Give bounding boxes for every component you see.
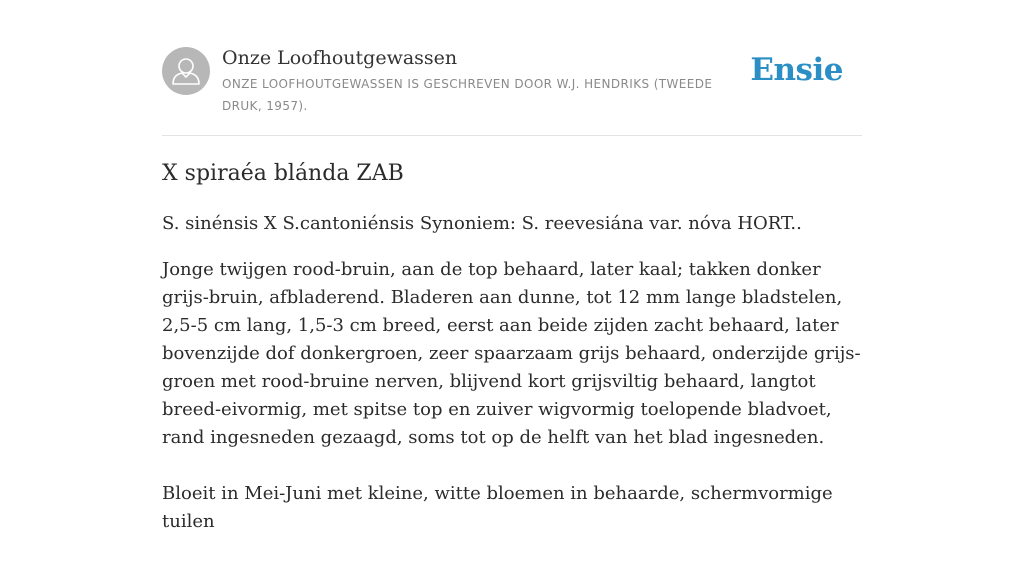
source-header	[162, 44, 862, 136]
source-description: ONZE LOOFHOUTGEWASSEN IS GESCHREVEN DOOR W.J. HENDRIKS (TWEEDE DRUK, 1957).	[222, 77, 713, 113]
source-title[interactable]: Onze Loofhoutgewassen	[222, 47, 458, 69]
entry-paragraph: Bloeit in Mei-Juni met kleine, witte bloemen in behaarde, schermvormige tuilen	[162, 483, 833, 532]
entry-body	[162, 256, 862, 536]
entry-subtitle: S. sinénsis X S.cantoniénsis Synoniem: S. reevesiána var. nóva HORT..	[162, 213, 802, 234]
entry-paragraph: Jonge twijgen rood-bruin, aan de top behaard, later kaal; takken donker grijs-bruin, afbladerend. Bladeren aan dunne, tot 12 mm lange bladstelen, 2,5-5 cm lang, 1,5-3 cm breed, eerst aan beide zijden zacht behaard, later bovenzijde dof donkergroen, zeer spaarzaam grijs behaard, onderzijde grijs-groen met rood-bruine nerven, blijvend kort grijsviltig behaard, langtot breed-eivormig, met spitse top en zuiver wigvormig toelopende bladvoet, rand ingesneden gezaagd, soms tot op de helft van het blad ingesneden.	[162, 259, 861, 448]
ensie-logo[interactable]: Ensie	[750, 52, 843, 88]
entry-content	[162, 158, 862, 564]
user-silhouette-icon	[162, 47, 210, 95]
entry-title: X spiraéa blánda ZAB	[162, 161, 404, 186]
